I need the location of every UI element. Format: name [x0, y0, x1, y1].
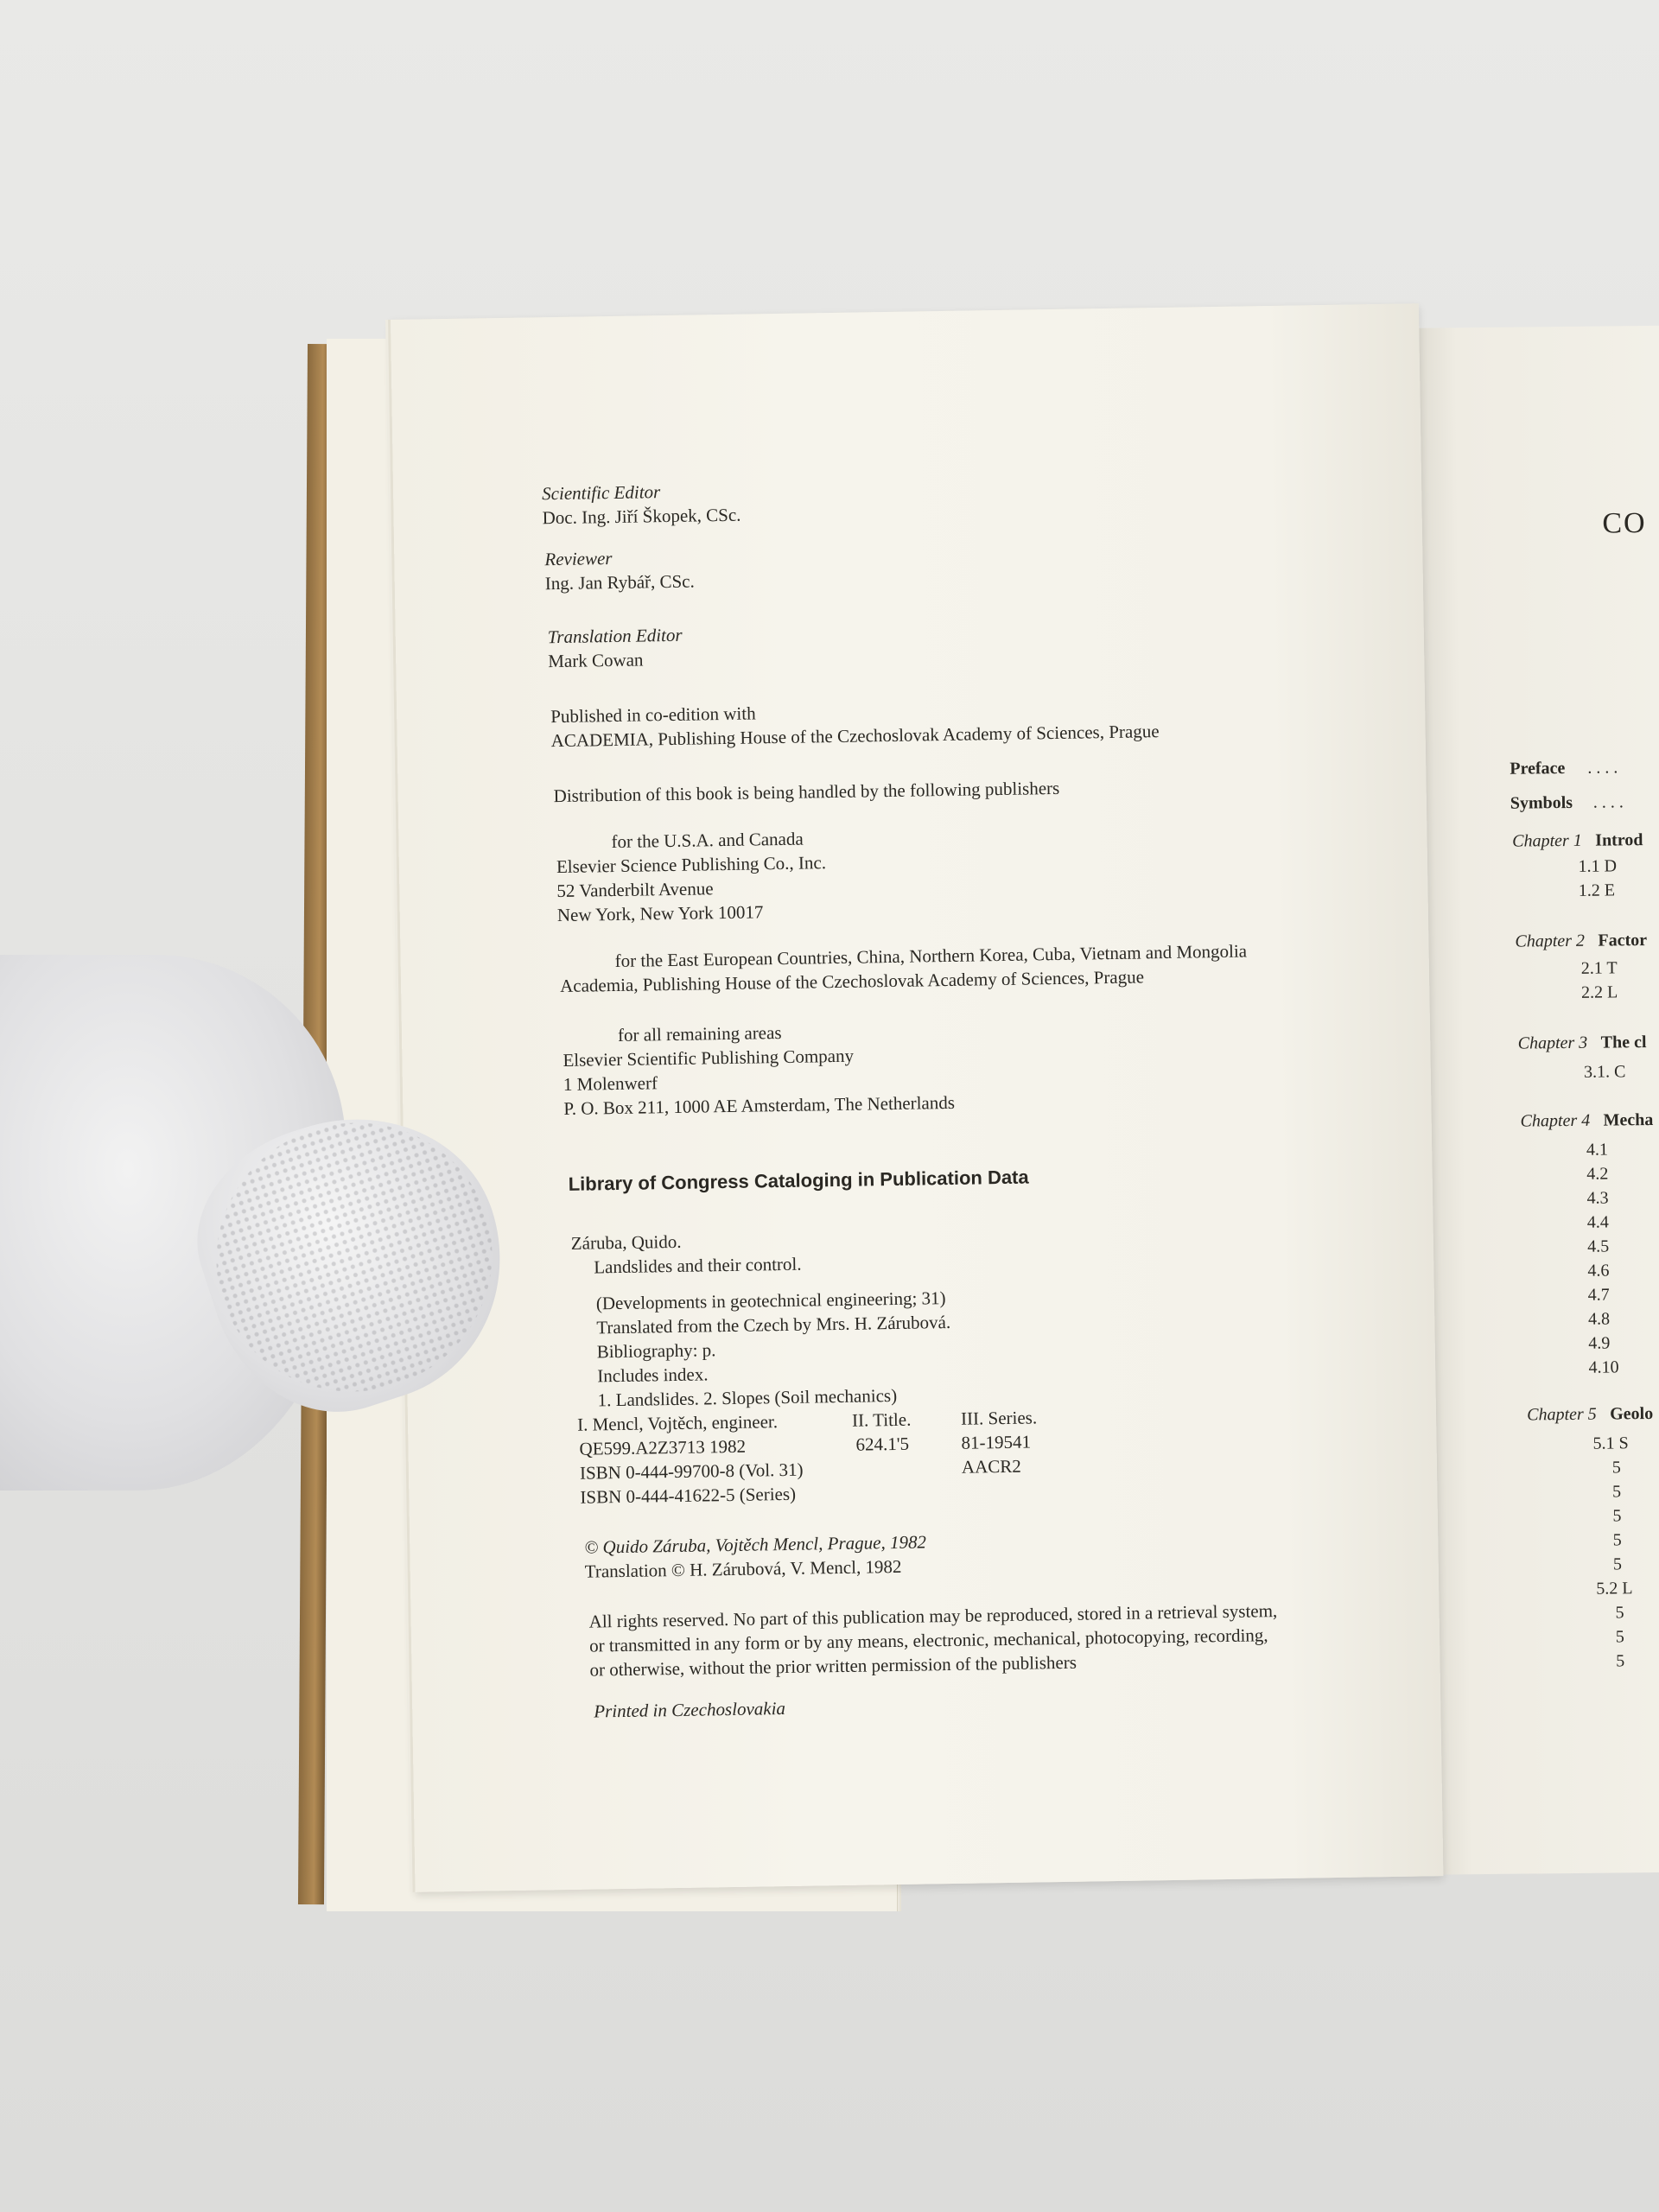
east-publisher: Academia, Publishing House of the Czechoslovak Academy of Sciences, Prague: [559, 966, 1145, 997]
toc-chapter-label: Chapter 5: [1527, 1404, 1597, 1425]
cip-classification: 624.1'5: [855, 1433, 910, 1455]
isbn-series: ISBN 0-444-41622-5 (Series): [580, 1483, 797, 1508]
east-label: for the East European Countries, China, Northern Korea, Cuba, Vietnam and Mongolia: [614, 940, 1248, 972]
coedition-publisher: ACADEMIA, Publishing House of the Czechoslovak Academy of Sciences, Prague: [550, 721, 1160, 752]
toc-section: 4.6: [1587, 1261, 1610, 1281]
cip-entry: III. Series.: [960, 1407, 1038, 1429]
toc-chapter-title: Introd: [1595, 830, 1643, 850]
remaining-address-line: Elsevier Scientific Publishing Company: [563, 1045, 855, 1071]
scientific-editor-label: Scientific Editor: [541, 481, 661, 505]
scientific-editor-name: Doc. Ing. Jiří Škopek, CSc.: [542, 504, 741, 529]
rights-line: or transmitted in any form or by any means, electronic, mechanical, photocopying, recording,: [588, 1624, 1268, 1656]
copyright-line: © Quido Záruba, Vojtěch Mencl, Prague, 1982: [584, 1531, 927, 1558]
toc-section: 4.1: [1586, 1140, 1609, 1160]
reviewer-name: Ing. Jan Rybář, CSc.: [544, 570, 695, 594]
toc-section: 4.9: [1588, 1333, 1611, 1353]
toc-chapter-label: Chapter 4: [1520, 1110, 1591, 1131]
toc-dots: . . . .: [1587, 758, 1618, 778]
toc-section: 5: [1612, 1506, 1622, 1526]
toc-section: 4.8: [1587, 1309, 1611, 1329]
reviewer-label: Reviewer: [544, 548, 613, 570]
cip-note: Translated from the Czech by Mrs. H. Zárubová.: [596, 1311, 951, 1338]
toc-chapter-title: Factor: [1598, 931, 1648, 950]
cip-entry: I. Mencl, Vojtěch, engineer.: [576, 1411, 779, 1435]
usa-address-line: Elsevier Science Publishing Co., Inc.: [556, 852, 827, 878]
toc-section: 5.1 S: [1592, 1433, 1629, 1453]
toc-chapter-label: Chapter 3: [1517, 1033, 1588, 1053]
cip-classification: 81-19541: [961, 1431, 1032, 1453]
translation-copyright: Translation © H. Zárubová, V. Mencl, 1982: [584, 1555, 902, 1582]
toc-section: 3.1. C: [1583, 1062, 1626, 1082]
toc-section: 5: [1615, 1627, 1624, 1647]
rights-line: All rights reserved. No part of this publication may be reproduced, stored in a retrieval system,: [588, 1600, 1278, 1632]
isbn-volume: ISBN 0-444-99700-8 (Vol. 31): [579, 1459, 804, 1484]
toc-section: 5: [1616, 1651, 1625, 1671]
remaining-label: for all remaining areas: [617, 1021, 782, 1046]
translation-editor-label: Translation Editor: [547, 624, 683, 648]
usa-label: for the U.S.A. and Canada: [611, 828, 804, 853]
toc-section: 5: [1612, 1554, 1623, 1574]
cip-note: 1. Landslides. 2. Slopes (Soil mechanics): [597, 1384, 898, 1411]
remaining-address-line: P. O. Box 211, 1000 AE Amsterdam, The Netherlands: [563, 1091, 956, 1119]
usa-address-line: New York, New York 10017: [556, 901, 764, 926]
cip-note: (Developments in geotechnical engineering; 31): [595, 1287, 946, 1314]
toc-section: 4.5: [1587, 1236, 1610, 1256]
toc-section: 5.2 L: [1596, 1579, 1633, 1599]
translation-editor-name: Mark Cowan: [548, 649, 644, 672]
toc-section: 1.1 D: [1578, 856, 1618, 876]
toc-section: 4.3: [1586, 1188, 1609, 1208]
toc-chapter-label: Chapter 2: [1515, 931, 1586, 951]
rights-line: or otherwise, without the prior written permission of the publishers: [589, 1651, 1077, 1681]
cip-entry: II. Title.: [851, 1408, 912, 1431]
toc-section: 2.2 L: [1580, 982, 1618, 1002]
cip-aacr: AACR2: [961, 1455, 1021, 1478]
contents-title: CO: [1602, 507, 1647, 540]
usa-address-line: 52 Vanderbilt Avenue: [556, 878, 714, 902]
toc-preface: Preface: [1510, 759, 1566, 779]
toc-chapter-title: The cl: [1600, 1033, 1647, 1052]
toc-chapter-label: Chapter 1: [1512, 830, 1582, 851]
toc-section: 1.2 E: [1578, 880, 1616, 900]
left-page: [391, 303, 1443, 1891]
toc-chapter-title: Mecha: [1603, 1109, 1654, 1130]
cip-note: Bibliography: p.: [596, 1339, 716, 1363]
toc-section: 5: [1611, 1482, 1622, 1502]
cip-title: Landslides and their control.: [594, 1253, 802, 1278]
distribution-intro: Distribution of this book is being handled by the following publishers: [553, 777, 1060, 807]
toc-section: 5: [1615, 1603, 1624, 1623]
toc-section: 2.1 T: [1580, 958, 1618, 978]
cip-note: Includes index.: [597, 1363, 709, 1387]
coedition-line: Published in co-edition with: [550, 702, 756, 728]
toc-section: 4.10: [1588, 1357, 1619, 1377]
toc-section: 5: [1611, 1458, 1621, 1478]
toc-section: 5: [1612, 1530, 1622, 1550]
cip-heading: Library of Congress Cataloging in Publication Data: [568, 1166, 1029, 1195]
toc-symbols: Symbols: [1510, 792, 1573, 813]
toc-section: 4.2: [1586, 1164, 1609, 1184]
cip-classification: QE599.A2Z3713 1982: [579, 1435, 747, 1459]
toc-dots: . . . .: [1592, 792, 1624, 812]
toc-section: 4.7: [1587, 1285, 1610, 1305]
toc-section: 4.4: [1586, 1212, 1609, 1232]
toc-chapter-title: Geolo: [1610, 1403, 1654, 1424]
cip-author: Záruba, Quido.: [570, 1230, 682, 1254]
printed-in: Printed in Czechoslovakia: [594, 1698, 786, 1722]
remaining-address-line: 1 Molenwerf: [563, 1072, 658, 1095]
